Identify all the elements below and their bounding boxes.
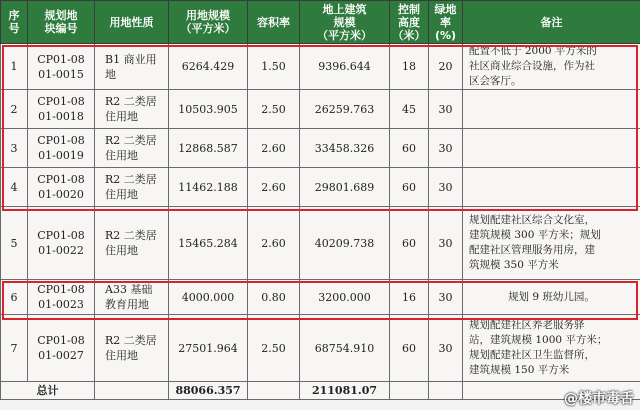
total-land-area: 88066.357 xyxy=(169,382,248,400)
cell-land-use: A33 基础 教育用地 xyxy=(95,280,169,315)
total-row xyxy=(1,382,640,400)
cell-land-area: 11462.188 xyxy=(169,168,248,207)
table-row xyxy=(1,280,640,315)
table-row xyxy=(1,207,640,280)
cell-plot-ratio: 0.80 xyxy=(248,280,300,315)
cell-no: 1 xyxy=(1,44,28,90)
cell-gfa: 26259.763 xyxy=(300,90,390,129)
cell-green-ratio: 30 xyxy=(429,168,463,207)
table-row xyxy=(1,90,640,129)
cell-parcel-code: CP01-08 01-0027 xyxy=(28,315,95,382)
cell-land-area: 6264.429 xyxy=(169,44,248,90)
cell-land-area: 15465.284 xyxy=(169,207,248,280)
cell-no: 3 xyxy=(1,129,28,168)
cell-remarks: 规划配建社区养老服务驿 站，建筑规模 1000 平方米； 规划配建社区卫生监督所， 建筑规模 150 平方米 xyxy=(463,315,640,382)
cell-height: 60 xyxy=(390,168,429,207)
cell-green-ratio: 30 xyxy=(429,90,463,129)
cell-land-use: R2 二类居 住用地 xyxy=(95,315,169,382)
cell-land-use: R2 二类居 住用地 xyxy=(95,90,169,129)
cell-plot-ratio: 2.60 xyxy=(248,129,300,168)
header-remarks: 备注 xyxy=(463,1,640,44)
cell-land-area: 4000.000 xyxy=(169,280,248,315)
cell-remarks: 规划配建社区综合文化室， 建筑规模 300 平方米；规划 配建社区管理服务用房，建 筑规模 350 平方米 xyxy=(463,207,640,280)
cell-remarks: 规划 9 班幼儿园。 xyxy=(463,280,640,315)
cell-parcel-code: CP01-08 01-0015 xyxy=(28,44,95,90)
cell-gfa: 9396.644 xyxy=(300,44,390,90)
cell-green-ratio: 30 xyxy=(429,207,463,280)
cell-remarks xyxy=(463,168,640,207)
table-row xyxy=(1,315,640,382)
total-label: 总计 xyxy=(1,382,95,400)
cell-no: 4 xyxy=(1,168,28,207)
cell-height: 18 xyxy=(390,44,429,90)
cell-no: 6 xyxy=(1,280,28,315)
header-land-area: 用地规模 （平方米） xyxy=(169,1,248,44)
header-height-limit: 控制 高度 （米） xyxy=(390,1,429,44)
cell-plot-ratio: 2.50 xyxy=(248,90,300,129)
table-row xyxy=(1,44,640,90)
header-land-use: 用地性质 xyxy=(95,1,169,44)
cell-no: 7 xyxy=(1,315,28,382)
cell-land-use: R2 二类居 住用地 xyxy=(95,207,169,280)
cell-height: 60 xyxy=(390,207,429,280)
cell-parcel-code: CP01-08 01-0022 xyxy=(28,207,95,280)
table-header-row xyxy=(1,1,640,44)
cell-land-use: B1 商业用 地 xyxy=(95,44,169,90)
cell-plot-ratio: 1.50 xyxy=(248,44,300,90)
cell-land-area: 10503.905 xyxy=(169,90,248,129)
cell-plot-ratio: 2.50 xyxy=(248,315,300,382)
header-no: 序 号 xyxy=(1,1,28,44)
header-plot-ratio: 容积率 xyxy=(248,1,300,44)
cell-parcel-code: CP01-08 01-0018 xyxy=(28,90,95,129)
cell-land-area: 12868.587 xyxy=(169,129,248,168)
table-row xyxy=(1,129,640,168)
cell-green-ratio: 30 xyxy=(429,280,463,315)
cell-land-area: 27501.964 xyxy=(169,315,248,382)
header-above-ground-gfa: 地上建筑 规模 （平方米） xyxy=(300,1,390,44)
cell-parcel-code: CP01-08 01-0019 xyxy=(28,129,95,168)
cell-gfa: 40209.738 xyxy=(300,207,390,280)
total-empty-cell xyxy=(429,382,463,400)
cell-gfa: 68754.910 xyxy=(300,315,390,382)
cell-height: 16 xyxy=(390,280,429,315)
cell-gfa: 3200.000 xyxy=(300,280,390,315)
cell-no: 5 xyxy=(1,207,28,280)
total-gfa: 211081.07 xyxy=(300,382,390,400)
cell-green-ratio: 30 xyxy=(429,315,463,382)
watermark-text: @楼市毒舌 xyxy=(564,391,634,407)
cell-height: 45 xyxy=(390,90,429,129)
cell-remarks xyxy=(463,129,640,168)
cell-land-use: R2 二类居 住用地 xyxy=(95,129,169,168)
cell-height: 60 xyxy=(390,315,429,382)
total-empty-cell xyxy=(95,382,169,400)
cell-plot-ratio: 2.60 xyxy=(248,168,300,207)
cell-gfa: 33458.326 xyxy=(300,129,390,168)
cell-green-ratio: 30 xyxy=(429,129,463,168)
cell-remarks xyxy=(463,90,640,129)
cell-land-use: R2 二类居 住用地 xyxy=(95,168,169,207)
header-green-ratio: 绿地 率(%) xyxy=(429,1,463,44)
cell-remarks: 配置不低于 2000 平方米的 社区商业综合设施，作为社 区会客厅。 xyxy=(463,44,640,90)
cell-parcel-code: CP01-08 01-0020 xyxy=(28,168,95,207)
cell-height: 60 xyxy=(390,129,429,168)
cell-no: 2 xyxy=(1,90,28,129)
cell-plot-ratio: 2.60 xyxy=(248,207,300,280)
header-parcel-code: 规划地 块编号 xyxy=(28,1,95,44)
table-row xyxy=(1,168,640,207)
cell-parcel-code: CP01-08 01-0023 xyxy=(28,280,95,315)
cell-green-ratio: 20 xyxy=(429,44,463,90)
cell-gfa: 29801.689 xyxy=(300,168,390,207)
total-empty-cell xyxy=(248,382,300,400)
total-empty-cell xyxy=(390,382,429,400)
